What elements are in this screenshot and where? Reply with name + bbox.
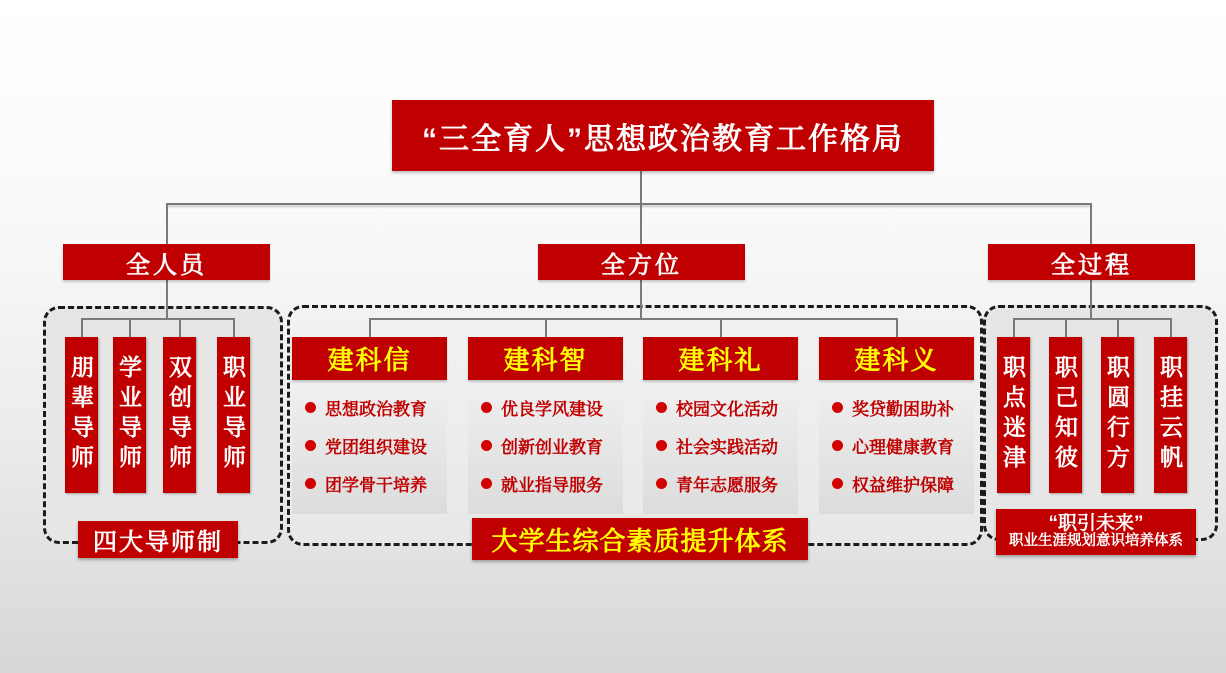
connector-right-stem (1090, 280, 1092, 318)
column-panel-jiankeli (643, 380, 798, 514)
footer-left-text: 四大导师制 (93, 529, 223, 556)
bullet-dot-icon (656, 440, 667, 451)
list-item-label: 团学骨干培养 (325, 475, 427, 495)
connector-left-horizontal (81, 318, 235, 320)
connector-title-stem (640, 171, 642, 203)
column-panel-jiankezhi (468, 380, 623, 514)
connector-center-drop-4 (896, 318, 898, 337)
column-header-jiankeli: 建科礼 (643, 337, 798, 380)
list-item (468, 464, 623, 502)
career-banner-zhidianmijin: 职点迷津 (997, 337, 1030, 493)
list-item-label: 心理健康教育 (852, 437, 954, 457)
connector-left-drop-4 (233, 318, 235, 337)
list-item (292, 464, 447, 502)
footer-quality-system (472, 518, 808, 560)
connector-left-drop-2 (129, 318, 131, 337)
list-item (468, 388, 623, 426)
list-item-label: 创新创业教育 (501, 437, 603, 457)
column-header-jiankeyi: 建科义 (819, 337, 974, 380)
connector-right-horizontal (1013, 318, 1171, 320)
list-item-label: 优良学风建设 (501, 399, 603, 419)
list-item (643, 426, 798, 464)
list-item (292, 426, 447, 464)
career-banner-zhiguayunfan: 职挂云帆 (1154, 337, 1187, 493)
branch-header-whole-process: 全过程 (988, 244, 1195, 280)
list-item-label: 思想政治教育 (325, 399, 427, 419)
connector-drop-left (166, 203, 168, 244)
list-item-label: 权益维护保障 (852, 475, 954, 495)
footer-right-line2: 职业生涯规划意识培养体系 (1009, 533, 1183, 550)
bullet-dot-icon (832, 440, 843, 451)
list-item (468, 426, 623, 464)
footer-center-text: 大学生综合素质提升体系 (491, 525, 789, 556)
column-panel-jiankexin (292, 380, 447, 514)
bullet-dot-icon (656, 402, 667, 413)
list-item-label: 社会实践活动 (676, 437, 778, 457)
list-item-label: 青年志愿服务 (676, 475, 778, 495)
footer-right-line1: “职引未来” (1048, 512, 1144, 534)
list-item (643, 464, 798, 502)
bullet-dot-icon (305, 402, 316, 413)
column-header-jiankexin: 建科信 (292, 337, 447, 380)
list-item (292, 388, 447, 426)
connector-left-stem (166, 280, 168, 318)
footer-career-system (996, 509, 1196, 555)
connector-center-horizontal (369, 318, 897, 320)
connector-drop-right (1090, 203, 1092, 244)
mentor-banner-academic: 学业导师 (113, 337, 146, 493)
connector-left-drop-3 (179, 318, 181, 337)
branch-header-all-personnel: 全人员 (63, 244, 270, 280)
connector-center-stem (640, 280, 642, 318)
connector-main-horizontal (166, 203, 1092, 205)
bullet-dot-icon (832, 478, 843, 489)
career-banner-zhiyuanxingfang: 职圆行方 (1101, 337, 1134, 493)
connector-center-drop-2 (545, 318, 547, 337)
mentor-banner-peer: 朋辈导师 (65, 337, 98, 493)
list-item-label: 校园文化活动 (676, 399, 778, 419)
bullet-dot-icon (481, 440, 492, 451)
connector-right-drop-2 (1065, 318, 1067, 337)
branch-header-all-dimensions: 全方位 (538, 244, 745, 280)
bullet-dot-icon (305, 478, 316, 489)
bullet-dot-icon (832, 402, 843, 413)
connector-right-drop-1 (1013, 318, 1015, 337)
list-item (819, 388, 974, 426)
connector-center-drop-1 (369, 318, 371, 337)
column-panel-jiankeyi (819, 380, 974, 514)
list-item-label: 就业指导服务 (501, 475, 603, 495)
mentor-banner-innovation: 双创导师 (163, 337, 196, 493)
list-item (819, 464, 974, 502)
connector-left-drop-1 (81, 318, 83, 337)
column-header-jiankezhi: 建科智 (468, 337, 623, 380)
list-item (819, 426, 974, 464)
list-item (643, 388, 798, 426)
connector-center-drop-3 (720, 318, 722, 337)
bullet-dot-icon (481, 478, 492, 489)
diagram-title: “三全育人”思想政治教育工作格局 (392, 100, 934, 171)
bullet-dot-icon (305, 440, 316, 451)
mentor-banner-career: 职业导师 (217, 337, 250, 493)
footer-four-mentor-system (78, 521, 238, 558)
connector-right-drop-4 (1170, 318, 1172, 337)
bullet-dot-icon (656, 478, 667, 489)
bullet-dot-icon (481, 402, 492, 413)
career-banner-zhijizhibi: 职己知彼 (1049, 337, 1082, 493)
list-item-label: 奖贷勤困助补 (852, 399, 954, 419)
connector-drop-center (640, 203, 642, 244)
connector-right-drop-3 (1117, 318, 1119, 337)
list-item-label: 党团组织建设 (325, 437, 427, 457)
